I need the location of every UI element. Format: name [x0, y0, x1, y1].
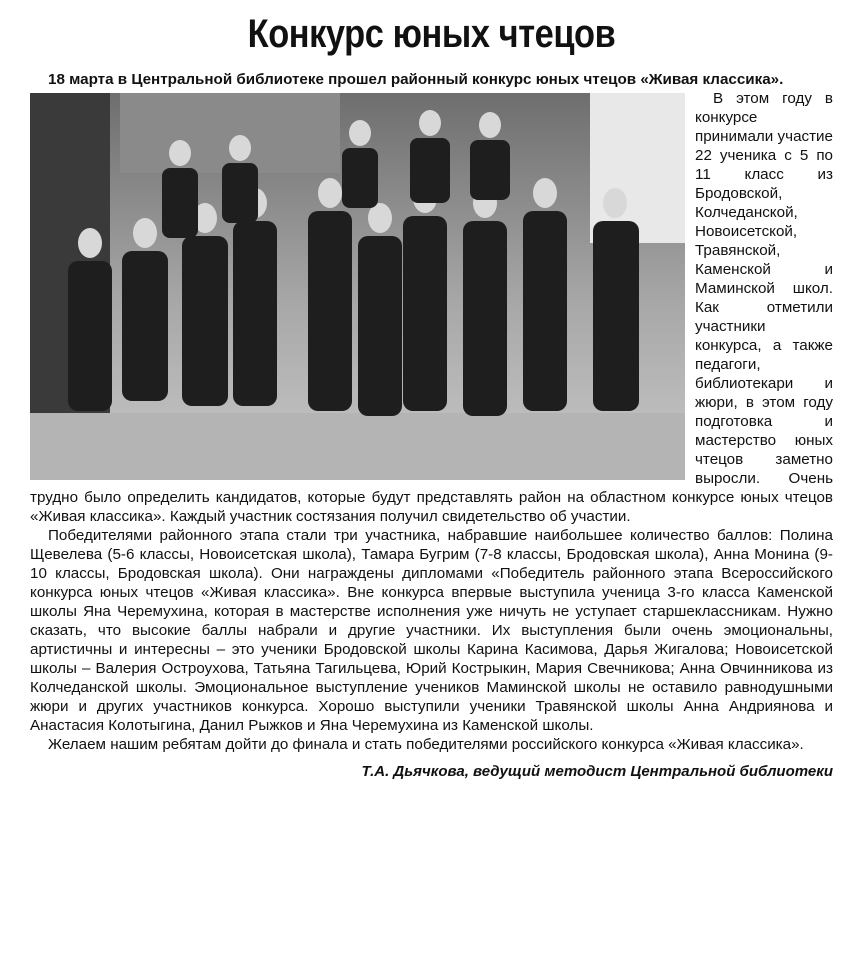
article-paragraph-3: Желаем нашим ребятам дойти до финала и стать победителями российского конкурса «Живая классика».: [48, 736, 804, 753]
group-photo-drawing: [30, 93, 685, 480]
article-lede: 18 марта в Центральной библиотеке прошел районный конкурс юных чтецов «Живая классика».: [48, 71, 784, 88]
headline: Конкурс юных чтецов: [247, 12, 616, 56]
author-signature: Т.А. Дьячкова, ведущий методист Центральной библиотеки: [361, 763, 833, 780]
article-body: [30, 70, 833, 796]
article-text-with-photo: [30, 89, 833, 735]
article-paragraph-1: В этом году в конкурсе принимали участие 22 ученика с 5 по 11 класс из Бродовской, Колчеданской, Новоисетской, Травянской, Каменской и Маминской школ. Как отметили участники конкурса, а также педагоги, библиотекари и жюри, в этом году подготовка и мастерство юных чтецов заметно выросли. Очень трудно было определить кандидатов, которые будут представлять район на областном конкурсе юных чтецов «Живая классика». Каждый участник состязания получил свидетельство об участии.: [30, 90, 833, 525]
group-photo: [30, 93, 685, 480]
article-paragraph-2: Победителями районного этапа стали три участника, набравшие наибольшее количество баллов: Полина Щевелева (5-6 классы, Новоисетская школа), Тамара Бугрим (7-8 классы, Бродовская школа), Анна Монина (9-10 классы, Бродовская школа). Они награждены дипломами «Победитель районного этапа Всероссийского конкурса юных чтецов «Живая классика». Вне конкурса впервые выступила ученица 3-го класса Каменской школы Яна Черемухина, которая в мастерстве исполнения уже ничуть не уступает старшеклассникам. Нужно сказать, что высокие баллы набрали и другие участники. Их выступления были очень эмоциональны, артистичны и интересны – это ученики Бродовской школы Карина Касимова, Дарья Жигалова; Новоисетской школы – Валерия Остроухова, Татьяна Тагильцева, Юрий Кострыкин, Мария Свечникова; Анна Овчинникова из Колчеданской школы. Эмоциональное выступление учеников Маминской школы не оставило равнодушными жюри и других участников конкурса. Хорошо выступили ученики Травянской школы Анна Андриянова и Анастасия Колотыгина, Данил Рыжков и Яна Черемухина из Каменской школы.: [30, 527, 833, 734]
